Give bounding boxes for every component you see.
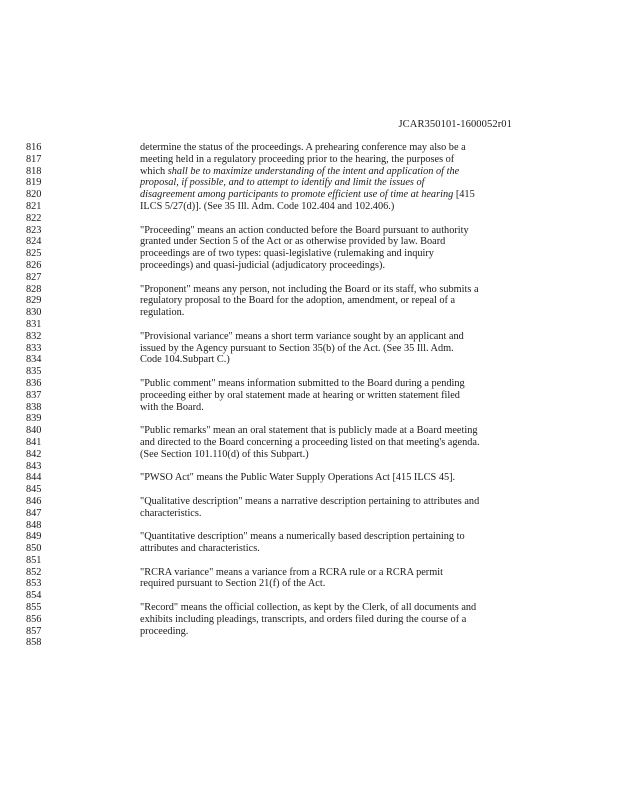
line-text: determine the status of the proceedings. A prehearing conference may also be a	[140, 142, 466, 153]
text-line	[0, 531, 644, 543]
text-line	[0, 354, 644, 366]
text-line	[0, 402, 644, 414]
line-number: 850	[26, 543, 42, 555]
line-number: 824	[26, 236, 42, 248]
text-line	[0, 272, 644, 284]
text-line	[0, 189, 644, 201]
line-text: proceedings are of two types: quasi-legislative (rulemaking and inquiry	[140, 248, 434, 260]
line-number: 819	[26, 177, 42, 189]
line-number: 842	[26, 448, 42, 460]
text-line	[0, 260, 644, 272]
text-line	[0, 378, 644, 390]
line-text: (See Section 101.110(d) of this Subpart.)	[140, 448, 309, 460]
line-text: proceeding.	[140, 625, 189, 637]
line-number: 851	[26, 554, 42, 566]
text-line	[0, 614, 644, 626]
text-line	[0, 578, 644, 590]
text-line	[0, 484, 644, 496]
line-number: 833	[26, 342, 42, 354]
line-number: 832	[26, 330, 42, 342]
text-line	[0, 343, 644, 355]
line-number: 826	[26, 259, 42, 271]
line-number: 837	[26, 389, 42, 401]
text-line	[0, 248, 644, 260]
line-text: "Proponent" means any person, not including the Board or its staff, who submits a	[140, 283, 479, 295]
line-text: granted under Section 5 of the Act or as otherwise provided by law. Board	[140, 236, 446, 248]
text-line	[0, 543, 644, 555]
line-text: "PWSO Act" means the Public Water Supply Operations Act [415 ILCS 45].	[140, 472, 456, 484]
line-text: issued by the Agency pursuant to Section 35(b) of the Act. (See 35 Ill. Adm.	[140, 342, 454, 354]
line-number: 821	[26, 200, 42, 212]
text-line	[0, 201, 644, 213]
line-text: meeting held in a regulatory proceeding prior to the hearing, the purposes of	[140, 153, 455, 165]
line-number: 820	[26, 189, 42, 201]
line-number: 836	[26, 377, 42, 389]
line-number: 838	[26, 401, 42, 413]
line-number: 845	[26, 484, 42, 496]
text-line	[0, 307, 644, 319]
text-line	[0, 284, 644, 296]
text-line	[0, 437, 644, 449]
text-line	[0, 295, 644, 307]
text-line	[0, 496, 644, 508]
text-line	[0, 508, 644, 520]
line-text: "Provisional variance" means a short term variance sought by an applicant and	[140, 330, 464, 342]
line-number: 840	[26, 425, 42, 437]
line-number: 855	[26, 602, 42, 614]
line-number: 849	[26, 531, 42, 543]
document-id: JCAR350101-1600052r01	[398, 119, 512, 130]
line-number: 856	[26, 613, 42, 625]
text-line	[0, 461, 644, 473]
line-number: 846	[26, 495, 42, 507]
text-line	[0, 413, 644, 425]
line-text: "Record" means the official collection, as kept by the Clerk, of all documents and	[140, 602, 477, 614]
document-body	[0, 142, 644, 649]
line-text: proceedings) and quasi-judicial (adjudicatory proceedings).	[140, 259, 386, 271]
text-line	[0, 142, 644, 154]
line-text: "RCRA variance" means a variance from a RCRA rule or a RCRA permit	[140, 566, 443, 578]
text-line	[0, 590, 644, 602]
line-number: 835	[26, 366, 42, 378]
line-number: 827	[26, 271, 42, 283]
line-number: 816	[26, 142, 42, 153]
line-number: 828	[26, 283, 42, 295]
line-number: 830	[26, 307, 42, 319]
line-text: Code 104.Subpart C.)	[140, 354, 230, 366]
text-line	[0, 520, 644, 532]
line-text: regulation.	[140, 307, 185, 319]
text-line	[0, 637, 644, 649]
line-number: 854	[26, 590, 42, 602]
text-line	[0, 567, 644, 579]
text-line	[0, 319, 644, 331]
line-number: 858	[26, 637, 42, 649]
text-line	[0, 213, 644, 225]
line-number: 848	[26, 519, 42, 531]
text-line	[0, 472, 644, 484]
line-text: exhibits including pleadings, transcripts, and orders filed during the course of a	[140, 613, 467, 625]
line-number: 857	[26, 625, 42, 637]
line-text: "Public remarks" mean an oral statement that is publicly made at a Board meeting	[140, 425, 478, 437]
text-line	[0, 425, 644, 437]
line-text: "Quantitative description" means a numerically based description pertaining to	[140, 531, 465, 543]
line-number: 847	[26, 507, 42, 519]
text-line	[0, 555, 644, 567]
text-line	[0, 166, 644, 178]
line-text: characteristics.	[140, 507, 202, 519]
line-text: attributes and characteristics.	[140, 543, 260, 555]
line-text: "Qualitative description" means a narrative description pertaining to attributes and	[140, 495, 480, 507]
text-line	[0, 626, 644, 638]
line-text: "Public comment" means information submitted to the Board during a pending	[140, 377, 465, 389]
line-number: 834	[26, 354, 42, 366]
line-text: "Proceeding" means an action conducted before the Board pursuant to authority	[140, 224, 469, 236]
line-number: 844	[26, 472, 42, 484]
line-text: required pursuant to Section 21(f) of the Act.	[140, 578, 326, 590]
line-text: regulatory proposal to the Board for the adoption, amendment, or repeal of a	[140, 295, 456, 307]
line-text: proceeding either by oral statement made at hearing or written statement filed	[140, 389, 460, 401]
line-number: 843	[26, 460, 42, 472]
text-line	[0, 449, 644, 461]
line-text: ILCS 5/27(d)]. (See 35 Ill. Adm. Code 102.404 and 102.406.)	[140, 200, 395, 212]
text-line	[0, 236, 644, 248]
text-line	[0, 602, 644, 614]
line-text: proposal, if possible, and to attempt to identify and limit the issues of	[140, 177, 425, 189]
line-number: 839	[26, 413, 42, 425]
line-number: 825	[26, 248, 42, 260]
line-number: 829	[26, 295, 42, 307]
text-line	[0, 366, 644, 378]
text-line	[0, 154, 644, 166]
line-number: 817	[26, 153, 42, 165]
line-number: 822	[26, 212, 42, 224]
line-number: 823	[26, 224, 42, 236]
line-number: 853	[26, 578, 42, 590]
line-text: with the Board.	[140, 401, 204, 413]
text-line	[0, 225, 644, 237]
line-text: disagreement among participants to promote efficient use of time at hearing [415	[140, 189, 475, 201]
line-text: and directed to the Board concerning a proceeding listed on that meeting's agenda.	[140, 436, 480, 448]
line-number: 818	[26, 165, 42, 177]
line-number: 831	[26, 318, 42, 330]
text-line	[0, 390, 644, 402]
text-line	[0, 331, 644, 343]
text-line	[0, 177, 644, 189]
line-number: 841	[26, 436, 42, 448]
line-number: 852	[26, 566, 42, 578]
line-text: which shall be to maximize understanding of the intent and application of the	[140, 165, 460, 177]
